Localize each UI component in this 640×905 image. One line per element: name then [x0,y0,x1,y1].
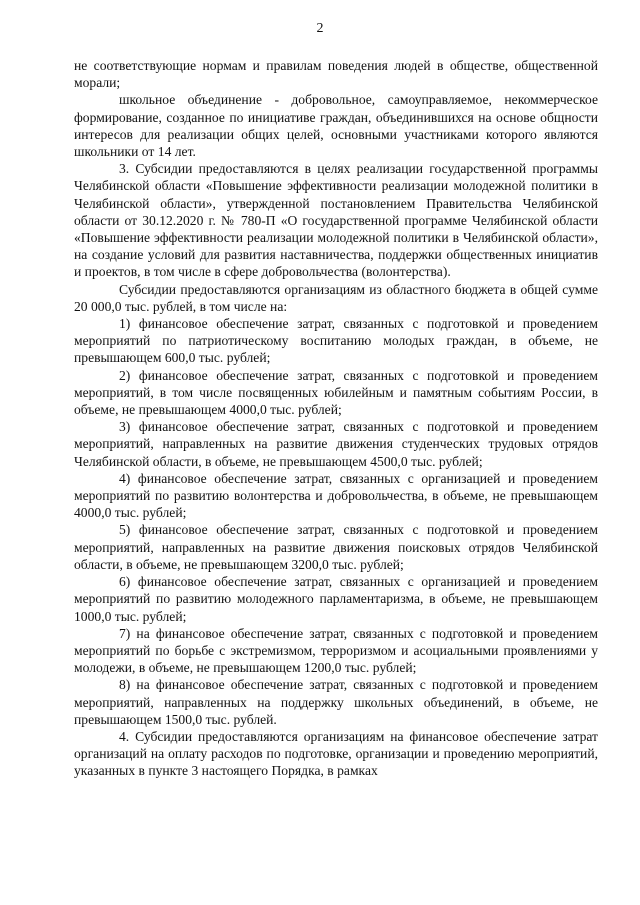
list-item-5: 5) финансовое обеспечение затрат, связанных с подготовкой и проведением мероприятий, направленных на развитие движения поисковых отрядов Челябинской области, в объеме, не превышающем 3200,0 тыс. рублей; [74,522,598,572]
paragraph-subsidy-total: Субсидии предоставляются организациям из областного бюджета в общей сумме 20 000,0 тыс. рублей, в том числе на: [74,281,598,314]
list-item-4: 4) финансовое обеспечение затрат, связанных с организацией и проведением мероприятий по развитию волонтерства и добровольчества, в объеме, не превышающем 4000,0 тыс. рублей; [74,470,598,521]
document-body [74,57,598,780]
paragraph-section-3: 3. Субсидии предоставляются в целях реализации государственной программы Челябинской области «Повышение эффективности реализации молодежной политики в Челябинской области», утвержденной постановлением Правительства Челябинской области от 30.12.2020 г. № 780-П «О государственной программе Челябинской области «Повышение эффективности реализации молодежной политики в Челябинской области», на создание условий для развития наставничества, поддержки общественных инициатив и проектов, в том числе в сфере добровольчества (волонтерства). [74,161,598,280]
list-item-1: 1) финансовое обеспечение затрат, связанных с подготовкой и проведением мероприятий по патриотическому воспитанию молодых граждан, в объеме, не превышающем 600,0 тыс. рублей; [74,316,598,366]
paragraph-section-4: 4. Субсидии предоставляются организациям на финансовое обеспечение затрат организаций на оплату расходов по подготовке, организации и проведению мероприятий, указанных в пункте 3 настоящего Порядка, в рамках [74,728,598,779]
list-item-7: 7) на финансовое обеспечение затрат, связанных с подготовкой и проведением мероприятий по борьбе с экстремизмом, терроризмом и асоциальными проявлениями у молодежи, в объеме, не превышающем 1200,0 тыс. рублей; [74,625,598,676]
page-number: 2 [316,21,324,36]
list-item-8: 8) на финансовое обеспечение затрат, связанных с подготовкой и проведением мероприятий, направленных на поддержку школьных объединений, в объеме, не превышающем 1500,0 тыс. рублей. [74,677,598,727]
paragraph-1: не соответствующие нормам и правилам поведения людей в обществе, общественной морали; [74,58,598,91]
list-item-6: 6) финансовое обеспечение затрат, связанных с организацией и проведением мероприятий по развитию молодежного парламентаризма, в объеме, не превышающем 1000,0 тыс. рублей; [74,574,598,624]
paragraph-school-association: школьное объединение - добровольное, самоуправляемое, некоммерческое формирование, созданное по инициативе граждан, объединившихся на основе общности интересов для реализации общих целей, основными участниками которого являются школьники от 14 лет. [74,92,598,160]
list-item-3: 3) финансовое обеспечение затрат, связанных с подготовкой и проведением мероприятий, направленных на развитие движения студенческих трудовых отрядов Челябинской области, в объеме, не превышающем 4500,0 тыс. рублей; [74,419,598,469]
list-item-2: 2) финансовое обеспечение затрат, связанных с подготовкой и проведением мероприятий, в том числе посвященных юбилейным и памятным событиям России, в объеме, не превышающем 4000,0 тыс. рублей; [74,367,598,418]
